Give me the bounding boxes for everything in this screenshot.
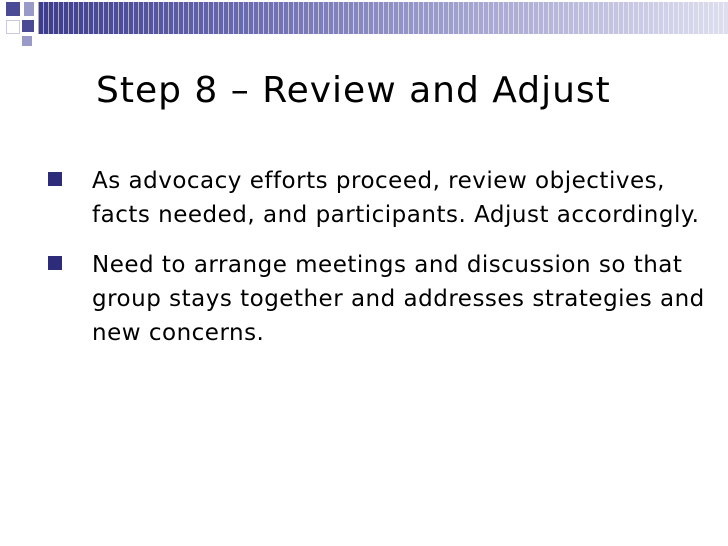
square-bullet-icon <box>48 256 62 270</box>
header-decoration <box>0 0 728 48</box>
decor-square <box>22 36 32 46</box>
decor-square <box>24 2 34 16</box>
square-bullet-icon <box>48 172 62 186</box>
bullet-text: Need to arrange meetings and discussion so that group stays together and addresses strategies and new concerns. <box>92 252 705 346</box>
bullet-item <box>40 248 710 350</box>
bullet-text: As advocacy efforts proceed, review objectives, facts needed, and participants. Adjust accordingly. <box>92 168 700 228</box>
header-gradient-bar <box>38 2 728 34</box>
decor-square <box>6 20 20 34</box>
bullet-list <box>40 164 710 366</box>
bullet-item <box>40 164 710 232</box>
decor-square <box>6 2 20 16</box>
slide-title: Step 8 – Review and Adjust <box>96 70 611 111</box>
decor-square <box>22 20 34 32</box>
